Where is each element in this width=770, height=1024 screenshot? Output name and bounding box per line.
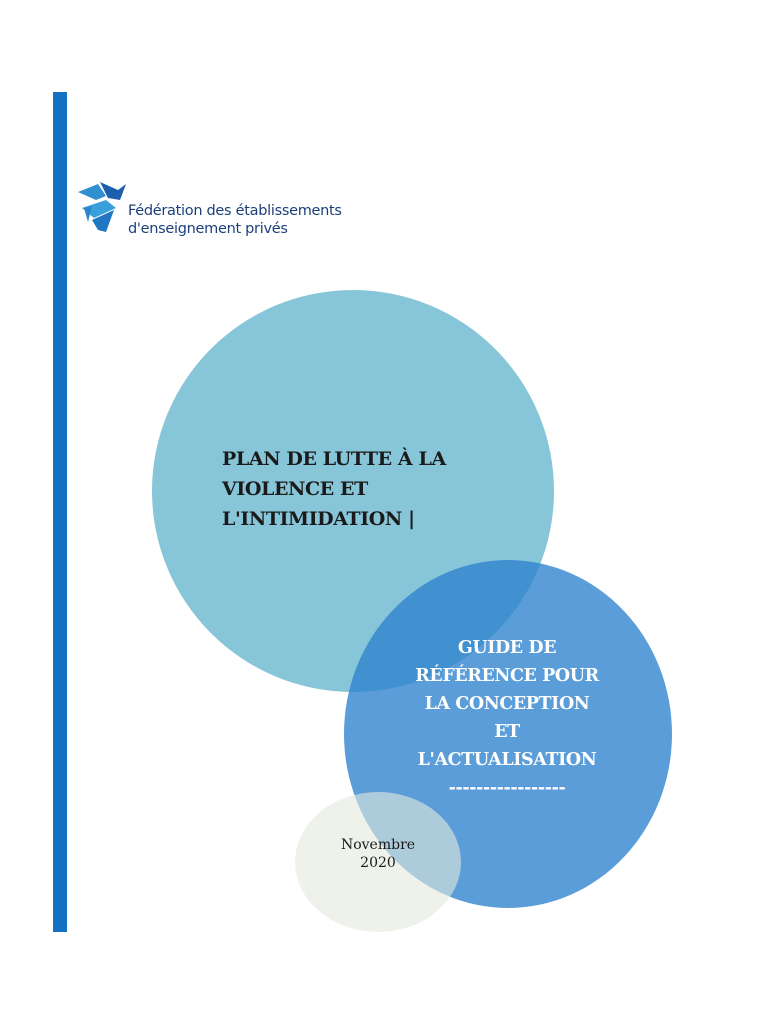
federation-logo (76, 178, 356, 242)
document-subtitle (392, 634, 622, 802)
subtitle-divider: ----------------- (448, 778, 566, 798)
title-line-3: L'INTIMIDATION | (222, 508, 415, 530)
logo-line-1: Fédération des établissements (128, 203, 342, 219)
subtitle-line-5: L'ACTUALISATION (417, 750, 597, 770)
subtitle-line-2: RÉFÉRENCE POUR (415, 666, 599, 686)
title-line-1: PLAN DE LUTTE À LA (222, 448, 446, 470)
logo-text (128, 202, 342, 238)
logo-line-2: d'enseignement privés (128, 221, 288, 237)
date-month: Novembre (340, 837, 416, 853)
bird-logo-icon (76, 178, 132, 242)
subtitle-line-4: ET (494, 722, 520, 742)
document-title (222, 444, 522, 534)
subtitle-line-3: LA CONCEPTION (424, 694, 590, 714)
subtitle-line-1: GUIDE DE (457, 638, 557, 658)
date-year: 2020 (360, 855, 396, 871)
left-accent-bar (53, 92, 67, 932)
publication-date (318, 836, 438, 872)
title-line-2: VIOLENCE ET (222, 478, 368, 500)
